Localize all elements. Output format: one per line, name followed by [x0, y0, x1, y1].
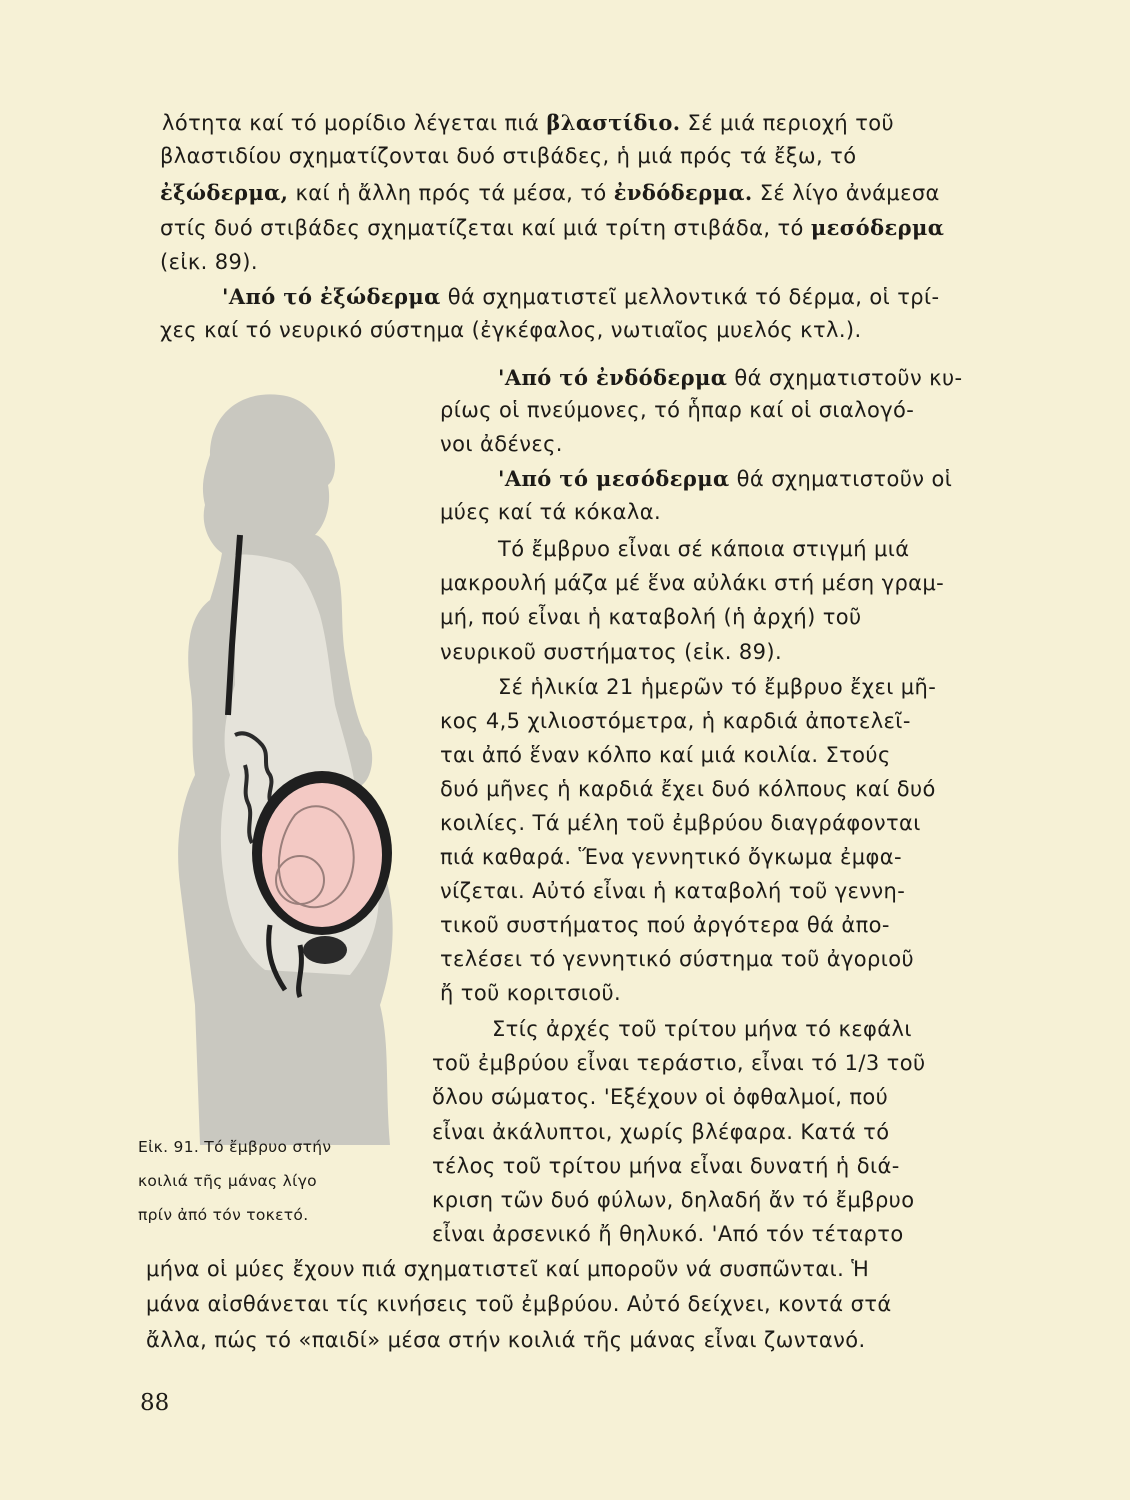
text-run: βλαστιδίου σχηματίζονται δυό στιβάδες, ἡ μιά πρός τά ἔξω, τό — [160, 144, 857, 168]
text-line — [440, 879, 905, 903]
text-run: (εἰκ. 89). — [160, 250, 258, 274]
text-line — [440, 640, 782, 664]
text-line — [492, 1017, 912, 1041]
text-line — [432, 1085, 888, 1109]
text-run: θά σχηματιστοῦν κυ- — [727, 366, 963, 390]
text-line — [440, 500, 661, 524]
bold-term: 'Από τό ἐξώδερμα — [222, 284, 441, 309]
text-line — [222, 284, 940, 309]
text-line — [432, 1051, 926, 1075]
bladder — [303, 936, 347, 964]
text-run: ρίως οἱ πνεύμονες, τό ἧπαρ καί οἱ σιαλογό- — [440, 398, 915, 422]
text-line — [432, 1188, 914, 1212]
text-run: νοι ἀδένες. — [440, 432, 563, 456]
text-line — [440, 743, 891, 767]
text-line — [440, 981, 621, 1005]
text-run: μάνα αἰσθάνεται τίς κινήσεις τοῦ ἐμβρύου. Αὐτό δείχνει, κοντά στά — [146, 1292, 892, 1316]
text-run: μύες καί τά κόκαλα. — [440, 500, 662, 524]
text-run: εἶναι ἀκάλυπτοι, χωρίς βλέφαρα. Κατά τό — [432, 1120, 890, 1144]
text-run: νευρικοῦ συστήματος (εἰκ. 89). — [440, 640, 783, 664]
text-line — [440, 398, 914, 422]
text-run: νίζεται. Αὐτό εἶναι ἡ καταβολή τοῦ γεννη- — [440, 879, 906, 903]
text-run: μακρουλή μάζα μέ ἕνα αὐλάκι στή μέση γραμ- — [440, 571, 945, 595]
page-number: 88 — [140, 1390, 170, 1416]
figure-caption-line-1: Εἰκ. 91. Τό ἔμβρυο στήν — [138, 1138, 332, 1156]
text-run: Σέ λίγο ἀνάμεσα — [752, 181, 940, 205]
text-run: Τό ἔμβρυο εἶναι σέ κάποια στιγμή μιά — [498, 537, 910, 561]
text-run: λότητα καί τό μορίδιο λέγεται πιά — [162, 111, 547, 135]
figure-caption-line-2: κοιλιά τῆς μάνας λίγο — [138, 1172, 317, 1190]
text-line — [440, 571, 944, 595]
text-line — [440, 913, 890, 937]
text-line — [440, 432, 563, 456]
text-line — [440, 709, 911, 733]
text-line — [498, 466, 952, 491]
text-run: κος 4,5 χιλιοστόμετρα, ἡ καρδιά ἀποτελεῖ- — [440, 709, 911, 733]
text-run: εἶναι ἀρσενικό ἤ θηλυκό. 'Από τόν τέταρτο — [432, 1222, 904, 1246]
text-line — [432, 1154, 900, 1178]
text-line — [432, 1120, 889, 1144]
text-line — [440, 845, 902, 869]
text-run: ται ἀπό ἕναν κόλπο καί μιά κοιλία. Στούς — [440, 743, 891, 767]
text-line — [162, 110, 894, 135]
text-line — [146, 1292, 892, 1316]
text-run: στίς δυό στιβάδες σχηματίζεται καί μιά τρίτη στιβάδα, τό — [160, 216, 811, 240]
text-run: Σέ μιά περιοχή τοῦ — [680, 111, 895, 135]
text-run: τικοῦ συστήματος πού ἀργότερα θά ἀπο- — [440, 913, 890, 937]
bold-term: ἐξώδερμα, — [160, 180, 289, 205]
text-run: καί ἡ ἄλλη πρός τά μέσα, τό — [288, 181, 614, 205]
text-line — [440, 605, 862, 629]
text-run: Σέ ἡλικία 21 ἡμερῶν τό ἔμβρυο ἔχει μῆ- — [498, 675, 937, 699]
figure-pregnancy-cross-section — [150, 385, 400, 1145]
text-line — [160, 250, 258, 274]
text-run: ἄλλα, πώς τό «παιδί» μέσα στήν κοιλιά τῆς μάνας εἶναι ζωντανό. — [146, 1328, 866, 1352]
text-line — [146, 1257, 869, 1281]
bold-term: ἐνδόδερμα. — [613, 180, 753, 205]
text-line — [440, 947, 914, 971]
text-run: Στίς ἀρχές τοῦ τρίτου μήνα τό κεφάλι — [492, 1017, 912, 1041]
text-run: θά σχηματιστοῦν οἱ — [729, 467, 953, 491]
text-run: κριση τῶν δυό φύλων, δηλαδή ἄν τό ἔμβρυο — [432, 1188, 915, 1212]
text-line — [440, 777, 936, 801]
text-line — [498, 537, 910, 561]
text-line — [498, 365, 963, 390]
text-run: πιά καθαρά. Ἕνα γεννητικό ὄγκωμα ἐμφα- — [440, 845, 902, 869]
figure-caption-line-3: πρίν ἀπό τόν τοκετό. — [138, 1206, 309, 1224]
text-line — [432, 1222, 904, 1246]
bold-term: 'Από τό μεσόδερμα — [498, 466, 730, 491]
text-run: κοιλίες. Τά μέλη τοῦ ἐμβρύου διαγράφονται — [440, 811, 921, 835]
text-line — [498, 675, 936, 699]
text-run: θά σχηματιστεῖ μελλοντικά τό δέρμα, οἱ τρί- — [440, 285, 940, 309]
text-run: τελέσει τό γεννητικό σύστημα τοῦ ἀγοριοῦ — [440, 947, 915, 971]
text-run: μήνα οἱ μύες ἔχουν πιά σχηματιστεῖ καί μποροῦν νά συσπῶνται. Ἡ — [146, 1257, 870, 1281]
bold-term: μεσόδερμα — [810, 215, 945, 240]
text-line — [160, 215, 944, 240]
text-run: χες καί τό νευρικό σύστημα (ἐγκέφαλος, νωτιαῖος μυελός κτλ.). — [160, 318, 862, 342]
text-run: τοῦ ἐμβρύου εἶναι τεράστιο, εἶναι τό 1/3 τοῦ — [432, 1051, 926, 1075]
text-run: δυό μῆνες ἡ καρδιά ἔχει δυό κόλπους καί δυό — [440, 777, 936, 801]
text-line — [160, 180, 940, 205]
text-run: ὅλου σώματος. 'Εξέχουν οἱ ὀφθαλμοί, πού — [432, 1085, 889, 1109]
text-line — [160, 318, 862, 342]
bold-term: βλαστίδιο. — [546, 110, 681, 135]
text-run: τέλος τοῦ τρίτου μήνα εἶναι δυνατή ἡ διά- — [432, 1154, 900, 1178]
text-line — [160, 144, 856, 168]
text-run: ἤ τοῦ κοριτσιοῦ. — [440, 981, 622, 1005]
text-run: μή, πού εἶναι ἡ καταβολή (ἡ ἀρχή) τοῦ — [440, 605, 862, 629]
bold-term: 'Από τό ἐνδόδερμα — [498, 365, 728, 390]
text-line — [146, 1328, 866, 1352]
text-line — [440, 811, 921, 835]
